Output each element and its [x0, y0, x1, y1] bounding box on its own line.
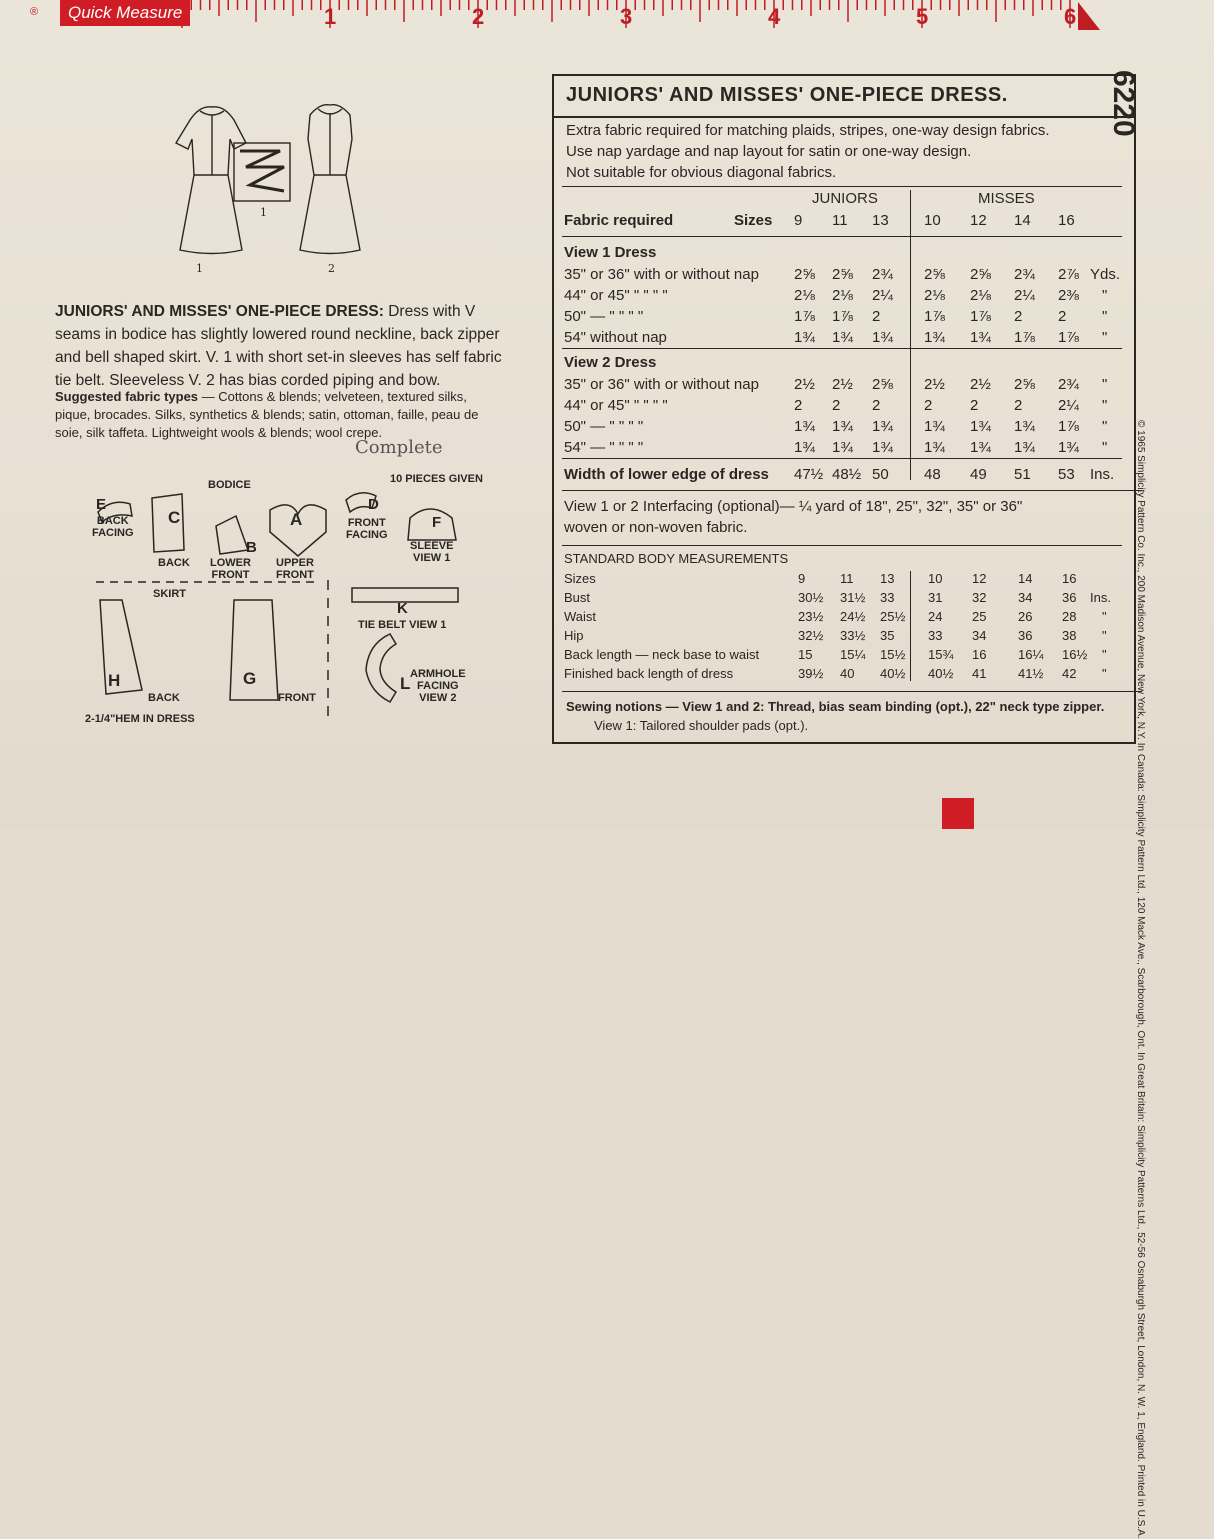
ruler-mark-2: 2: [472, 4, 485, 29]
juniors-heading: JUNIORS: [812, 190, 878, 207]
piece-l-shape: [366, 634, 396, 702]
dress-view-2-sketch: [300, 105, 360, 254]
yardage-cell: 2⅝: [794, 266, 815, 283]
piece-g-letter: G: [243, 669, 257, 688]
body-cell: 24½: [840, 609, 866, 624]
piece-d-letter: D: [368, 496, 379, 513]
yardage-cell: 2½: [794, 376, 815, 393]
body-cell: 33½: [840, 628, 866, 643]
body-cell: 16: [972, 647, 987, 662]
yardage-cell: 1¾: [872, 418, 893, 435]
yardage-cell: 2⅝: [832, 266, 853, 283]
row-label: 44" or 45" " " " ": [564, 397, 668, 414]
body-label: Sizes: [564, 571, 596, 586]
unit-cell: ": [1102, 329, 1108, 346]
body-unit: ": [1102, 609, 1107, 624]
piece-b-name: LOWER FRONT: [210, 557, 251, 581]
yardage-cell: 1¾: [970, 329, 991, 346]
note-line: Use nap yardage and nap layout for satin or one-way design.: [566, 143, 972, 160]
unit-cell: ": [1102, 287, 1108, 304]
unit-cell: ": [1102, 397, 1108, 414]
skirt-label: SKIRT: [153, 588, 186, 600]
row-label: 50" — " " " ": [564, 308, 644, 325]
body-label: Finished back length of dress: [564, 666, 734, 681]
yardage-cell: 1¾: [794, 418, 815, 435]
sizes-label: Sizes: [734, 212, 773, 229]
rule: [562, 348, 1122, 349]
piece-a-name: UPPER FRONT: [276, 557, 314, 581]
piece-d-name: FRONT FACING: [346, 517, 388, 541]
body-cell: 38: [1062, 628, 1077, 643]
fabric-types-text: — Cottons & blends; velveteen, textured silks, pique, brocades. Silks, synthetics & blends; satin, ottoman, faille, peau de soie, silk taffeta. Lightweight wools & blends; wool crepe.: [55, 389, 479, 440]
rule: [562, 458, 1122, 459]
yardage-cell: 1¾: [794, 329, 815, 346]
row-label: 54" — " " " ": [564, 439, 644, 456]
row-label: 44" or 45" " " " ": [564, 287, 668, 304]
body-cell: 35: [880, 628, 895, 643]
body-cell: 12: [972, 571, 987, 586]
row-label: 35" or 36" with or without nap: [564, 266, 759, 283]
misses-heading: MISSES: [978, 190, 1035, 207]
yardage-cell: 2: [872, 397, 881, 414]
yardage-cell: 2: [832, 397, 841, 414]
yardage-cell: 2: [1058, 308, 1067, 325]
yardage-cell: 2: [872, 308, 881, 325]
dress-view-1-sketch: [176, 107, 246, 254]
body-cell: 34: [972, 628, 987, 643]
registered-mark: ®: [30, 6, 39, 18]
yardage-cell: 1⅞: [1058, 329, 1079, 346]
body-cell: 34: [1018, 590, 1033, 605]
body-cell: 26: [1018, 609, 1033, 624]
yardage-cell: 2⅛: [970, 287, 991, 304]
body-cell: 16: [1062, 571, 1077, 586]
yardage-cell: 2⅜: [1058, 287, 1079, 304]
rule: [562, 186, 1122, 187]
ruler-mark-6: 6: [1064, 4, 1077, 29]
chart-title: JUNIORS' AND MISSES' ONE-PIECE DRESS.: [566, 84, 1008, 106]
body-cell: 41: [972, 666, 987, 681]
yardage-cell: 1⅞: [970, 308, 991, 325]
description: [55, 300, 505, 392]
body-cell: 40½: [880, 666, 906, 681]
sketch-label-1: 1: [196, 262, 203, 275]
yardage-cell: 2½: [832, 376, 853, 393]
ruler-mark-3: 3: [620, 4, 633, 29]
body-cell: 23½: [798, 609, 824, 624]
size-header: 16: [1058, 212, 1075, 229]
yardage-cell: 1¾: [794, 439, 815, 456]
row-label: 54" without nap: [564, 329, 667, 346]
body-unit: ": [1102, 647, 1107, 662]
copyright-text: © 1965 Simplicity Pattern Co. Inc., 200 Madison Avenue, New York, N.Y. In Canada: Simplicity Pattern Ltd., 120 Mack Ave., Scarborough, Ont. In Great Britain: Simplicity Patterns Ltd., 52-56 Osnaburgh Street, London, N. W. 1, England. Printed in U.S.A.: [1135, 420, 1146, 1539]
body-cell: 32½: [798, 628, 824, 643]
yardage-cell: 1¾: [924, 439, 945, 456]
piece-a-letter: A: [290, 510, 303, 529]
ruler-mark-5: 5: [916, 4, 929, 29]
fabric-required-label: Fabric required: [564, 212, 674, 229]
piece-l-name: ARMHOLE FACING VIEW 2: [410, 668, 466, 704]
view1-heading: View 1 Dress: [564, 244, 657, 261]
body-cell: 13: [880, 571, 895, 586]
width-cell: 51: [1014, 466, 1031, 483]
dress-sketches: [160, 95, 370, 285]
yardage-cell: 1¾: [1014, 418, 1035, 435]
size-header: 10: [924, 212, 941, 229]
body-cell: 9: [798, 571, 806, 586]
body-cell: 40: [840, 666, 855, 681]
notions-line: Sewing notions — View 1 and 2: Thread, bias seam binding (opt.), 22" neck type zipper.: [566, 699, 1105, 714]
notions-line: View 1: Tailored shoulder pads (opt.).: [594, 718, 809, 733]
piece-k-name: TIE BELT VIEW 1: [358, 619, 447, 631]
rule: [562, 545, 1122, 546]
width-cell: 48½: [832, 466, 862, 483]
unit-cell: ": [1102, 439, 1108, 456]
view2-heading: View 2 Dress: [564, 354, 657, 371]
body-unit: ": [1102, 666, 1107, 681]
yardage-cell: 1¾: [872, 439, 893, 456]
yardage-cell: 2⅛: [794, 287, 815, 304]
body-cell: 36: [1062, 590, 1077, 605]
yardage-cell: 2¾: [1014, 266, 1035, 283]
fabric-types-label: Suggested fabric types: [55, 389, 199, 404]
body-cell: 36: [1018, 628, 1033, 643]
size-header: 9: [794, 212, 803, 229]
yardage-cell: 2: [794, 397, 803, 414]
quick-measure-label: Quick Measure: [60, 0, 190, 26]
piece-c-letter: C: [168, 508, 181, 527]
yardage-cell: 2⅞: [1058, 266, 1079, 283]
size-header: 14: [1014, 212, 1031, 229]
size-header: 13: [872, 212, 889, 229]
size-header: 12: [970, 212, 987, 229]
yardage-cell: 2⅛: [832, 287, 853, 304]
column-divider: [910, 571, 911, 681]
body-label: Back length — neck base to waist: [564, 647, 760, 662]
sketch-label-2: 2: [328, 262, 335, 275]
body-cell: 10: [928, 571, 943, 586]
yardage-cell: 2¾: [1058, 376, 1079, 393]
body-cell: 16½: [1062, 647, 1088, 662]
unit-cell: ": [1102, 308, 1108, 325]
body-cell: 24: [928, 609, 943, 624]
piece-b-letter: B: [246, 539, 257, 556]
body-cell: 14: [1018, 571, 1033, 586]
yardage-cell: 2½: [924, 376, 945, 393]
interfacing-line: View 1 or 2 Interfacing (optional)— ¼ yard of 18", 25", 32", 35" or 36": [564, 498, 1023, 515]
body-cell: 15¼: [840, 647, 866, 662]
bodice-label: BODICE: [208, 479, 251, 491]
body-cell: 28: [1062, 609, 1077, 624]
yardage-cell: 2: [1014, 308, 1023, 325]
width-cell: 48: [924, 466, 941, 483]
body-label: Hip: [564, 628, 584, 643]
yardage-cell: 1¾: [832, 418, 853, 435]
body-cell: 25: [972, 609, 987, 624]
unit-cell: ": [1102, 376, 1108, 393]
yardage-cell: 1⅞: [1014, 329, 1035, 346]
width-cell: 50: [872, 466, 889, 483]
body-cell: 33: [928, 628, 943, 643]
body-cell: 32: [972, 590, 987, 605]
body-cell: 33: [880, 590, 895, 605]
yardage-cell: 2⅝: [1014, 376, 1035, 393]
piece-k-letter: K: [397, 600, 408, 617]
body-cell: 11: [840, 571, 854, 586]
yardage-cell: 1¾: [872, 329, 893, 346]
note-line: Extra fabric required for matching plaids, stripes, one-way design fabrics.: [566, 122, 1050, 139]
column-divider: [910, 190, 911, 480]
piece-b-shape: [216, 516, 248, 554]
body-cell: 25½: [880, 609, 906, 624]
red-marker: [942, 798, 974, 829]
pattern-number: 6220: [1107, 70, 1140, 137]
body-cell: 41½: [1018, 666, 1044, 681]
piece-f-letter: F: [432, 514, 442, 531]
body-cell: 15¾: [928, 647, 954, 662]
row-label: 35" or 36" with or without nap: [564, 376, 759, 393]
body-cell: 39½: [798, 666, 824, 681]
width-label: Width of lower edge of dress: [564, 466, 769, 483]
yardage-cell: 1¾: [970, 418, 991, 435]
hem-note: 2-1/4"HEM IN DRESS: [85, 713, 195, 725]
yardage-cell: 1⅞: [924, 308, 945, 325]
yardage-cell: 2¼: [872, 287, 893, 304]
yardage-cell: 2½: [970, 376, 991, 393]
yardage-chart: [552, 74, 1136, 744]
yardage-cell: 1⅞: [1058, 418, 1079, 435]
yardage-cell: 1¾: [832, 329, 853, 346]
yardage-cell: 2: [970, 397, 979, 414]
body-label: Waist: [564, 609, 597, 624]
body-cell: 40½: [928, 666, 954, 681]
description-text: Dress with V seams in bodice has slightly lowered round neckline, back zipper and bell shaped skirt. V. 1 with short set-in sleeves has self fabric tie belt. Sleeveless V. 2 has bias corded piping and bow.: [55, 303, 502, 389]
yardage-cell: 1⅞: [832, 308, 853, 325]
piece-e-letter: E: [96, 496, 107, 513]
piece-h-letter: H: [108, 671, 121, 690]
size-header: 11: [832, 212, 848, 229]
yardage-cell: 1¾: [832, 439, 853, 456]
ruler-arrow-icon: [1078, 2, 1100, 30]
note-line: Not suitable for obvious diagonal fabrics.: [566, 164, 837, 181]
width-cell: 47½: [794, 466, 824, 483]
piece-c-name: BACK: [158, 557, 190, 569]
pieces-given-label: 10 PIECES GIVEN: [390, 473, 483, 485]
yardage-cell: 2⅝: [872, 376, 893, 393]
width-cell: 53: [1058, 466, 1075, 483]
yardage-cell: 1¾: [970, 439, 991, 456]
rule: [562, 236, 1122, 237]
body-cell: 31: [928, 590, 943, 605]
yardage-cell: 2¼: [1058, 397, 1079, 414]
yardage-cell: 2: [924, 397, 933, 414]
yardage-cell: 1¾: [1014, 439, 1035, 456]
ruler-mark-1: 1: [324, 4, 337, 29]
piece-h-shape: [100, 600, 142, 694]
unit-cell: Yds.: [1090, 266, 1121, 283]
interfacing-line: woven or non-woven fabric.: [564, 519, 748, 536]
body-heading: STANDARD BODY MEASUREMENTS: [564, 551, 789, 566]
body-unit: Ins.: [1090, 590, 1111, 605]
yardage-cell: 2⅝: [970, 266, 991, 283]
fabric-types: [55, 388, 505, 442]
yardage-cell: 1⅞: [794, 308, 815, 325]
chart-notes: [566, 120, 1050, 183]
yardage-cell: 2⅝: [924, 266, 945, 283]
piece-h-name: BACK: [148, 692, 180, 704]
yardage-cell: 1¾: [924, 418, 945, 435]
body-cell: 42: [1062, 666, 1077, 681]
width-unit: Ins.: [1090, 466, 1115, 483]
piece-f-name: SLEEVE VIEW 1: [410, 540, 454, 564]
unit-cell: ": [1102, 418, 1108, 435]
swatch-label: 1: [260, 206, 267, 219]
chart-header: [554, 76, 1134, 118]
piece-l-letter: L: [400, 674, 411, 693]
yardage-cell: 1¾: [924, 329, 945, 346]
handwritten-note: Complete: [355, 437, 443, 458]
body-cell: 31½: [840, 590, 866, 605]
yardage-cell: 2⅛: [924, 287, 945, 304]
body-label: Bust: [564, 590, 591, 605]
body-unit: ": [1102, 628, 1107, 643]
yardage-cell: 2¾: [872, 266, 893, 283]
body-cell: 16¼: [1018, 647, 1044, 662]
body-cell: 30½: [798, 590, 824, 605]
width-cell: 49: [970, 466, 987, 483]
row-label: 50" — " " " ": [564, 418, 644, 435]
description-title: JUNIORS' AND MISSES' ONE-PIECE DRESS:: [55, 303, 384, 320]
rule: [562, 691, 1142, 692]
yardage-cell: 2¼: [1014, 287, 1035, 304]
rule: [562, 490, 1142, 491]
piece-g-name: FRONT: [278, 692, 316, 704]
body-cell: 15: [798, 647, 813, 662]
piece-e-name: BACK FACING: [92, 515, 134, 539]
body-cell: 15½: [880, 647, 906, 662]
tie-belt-sketch: [240, 151, 284, 191]
yardage-cell: 2: [1014, 397, 1023, 414]
yardage-cell: 1¾: [1058, 439, 1079, 456]
ruler-mark-4: 4: [768, 4, 781, 29]
